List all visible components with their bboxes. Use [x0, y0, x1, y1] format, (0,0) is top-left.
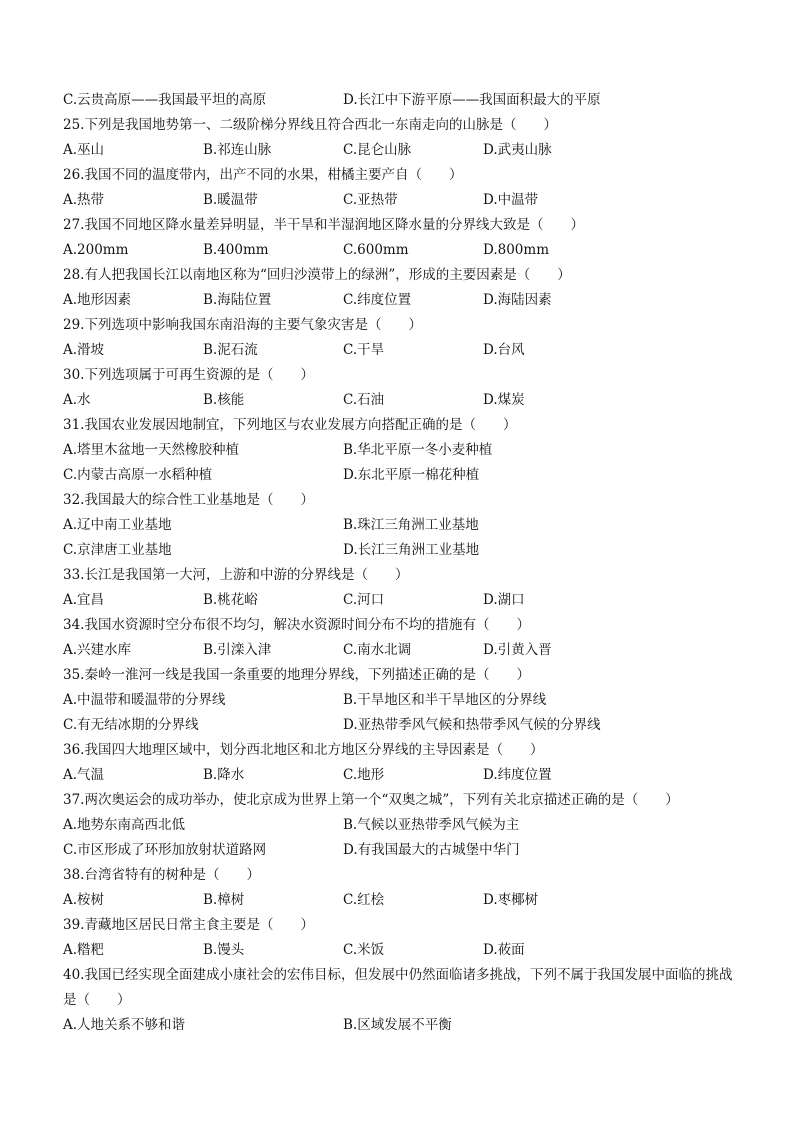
- option-a-choice: A.气温: [63, 767, 105, 783]
- options-row: [63, 513, 743, 538]
- question-text: 33.长江是我国第一大河，上游和中游的分界线是（ ）: [63, 567, 409, 583]
- options-row: [63, 763, 743, 788]
- options-row: [63, 388, 743, 413]
- option-b-choice: B.珠江三角洲工业基地: [343, 517, 479, 533]
- question-text: 26.我国不同的温度带内，出产不同的水果，柑橘主要产自（ ）: [63, 167, 463, 183]
- option-c-choice: C.河口: [343, 592, 385, 608]
- option-b-choice: B.气候以亚热带季风气候为主: [343, 817, 520, 833]
- option-b-choice: B.海陆位置: [203, 292, 272, 308]
- question-text: 27.我国不同地区降水量差异明显，半干旱和半湿润地区降水量的分界线大致是（ ）: [63, 217, 584, 233]
- question-text: 31.我国农业发展因地制宜，下列地区与农业发展方向搭配正确的是（ ）: [63, 417, 517, 433]
- options-row: [63, 838, 743, 863]
- options-row: [63, 688, 743, 713]
- option-c-choice: C.亚热带: [343, 192, 398, 208]
- option-a-choice: C.京津唐工业基地: [63, 542, 172, 558]
- option-a-choice: A.巫山: [63, 142, 105, 158]
- options-row: [63, 938, 743, 963]
- question-text: 25.下列是我国地势第一、二级阶梯分界线且符合西北一东南走向的山脉是（ ）: [63, 117, 557, 133]
- option-d-choice: D.武夷山脉: [483, 142, 552, 158]
- options-row: [63, 463, 743, 488]
- option-c-choice: C.昆仑山脉: [343, 142, 412, 158]
- option-d-choice: D.海陆因素: [483, 292, 552, 308]
- options-row: [63, 638, 743, 663]
- options-row: [63, 338, 743, 363]
- question-text: 34.我国水资源时空分布很不均匀，解决水资源时间分布不均的措施有（ ）: [63, 617, 530, 633]
- question-text: 30.下列选项属于可再生资源的是（ ）: [63, 367, 314, 383]
- question-text: 39.青藏地区居民日常主食主要是（ ）: [63, 917, 314, 933]
- option-b-choice: D.亚热带季风气候和热带季风气候的分界线: [343, 717, 601, 733]
- option-b-choice: B.区域发展不平衡: [343, 1017, 452, 1033]
- option-b-choice: B.暖温带: [203, 192, 258, 208]
- option-d-choice: D.湖口: [483, 592, 525, 608]
- options-row: [63, 713, 743, 738]
- option-c-choice: C.600mm: [343, 242, 409, 258]
- option-b-choice: B.祁连山脉: [203, 142, 272, 158]
- option-d-choice: D.引黄入晋: [483, 642, 552, 658]
- option-a-choice: A.辽中南工业基地: [63, 517, 172, 533]
- option-a-choice: A.宜昌: [63, 592, 105, 608]
- options-row: [63, 238, 743, 263]
- option-d-choice: D.煤炭: [483, 392, 525, 408]
- option-b-choice: B.降水: [203, 767, 245, 783]
- option-d-choice: D.中温带: [483, 192, 539, 208]
- question-text: 29.下列选项中影响我国东南沿海的主要气象灾害是（ ）: [63, 317, 422, 333]
- option-b-choice: D.长江三角洲工业基地: [343, 542, 480, 558]
- option-b-choice: B.核能: [203, 392, 245, 408]
- question-text: 28.有人把我国长江以南地区称为“回归沙漠带上的绿洲”，形成的主要因素是（ ）: [63, 267, 571, 283]
- option-b-choice: B.樟树: [203, 892, 245, 908]
- option-b-choice: B.华北平原一冬小麦种植: [343, 442, 493, 458]
- option-c-choice: C.米饭: [343, 942, 385, 958]
- option-b-choice: D.有我国最大的古城堡中华门: [343, 842, 520, 858]
- options-row: [63, 813, 743, 838]
- exam-page: [63, 88, 743, 1038]
- option-b-choice: B.馒头: [203, 942, 245, 958]
- options-row: [63, 138, 743, 163]
- option-a-choice: A.地形因素: [63, 292, 132, 308]
- option-a-choice: C.内蒙古高原一水稻种植: [63, 467, 213, 483]
- question-text: 32.我国最大的综合性工业基地是（ ）: [63, 492, 314, 508]
- question-text: 40.我国已经实现全面建成小康社会的宏伟目标，但发展中仍然面临诸多挑战，下列不属于我国发展中面临的挑战是（ ）: [63, 967, 733, 1008]
- option-c-choice: C.南水北调: [343, 642, 412, 658]
- option-b-choice: D.东北平原一棉花种植: [343, 467, 480, 483]
- option-c-choice: C.纬度位置: [343, 292, 412, 308]
- question-text: 37.两次奥运会的成功举办，使北京成为世界上第一个“双奥之城”，下列有关北京描述正确的是（ ）: [63, 792, 679, 808]
- option-b-choice: D.长江中下游平原——我国面积最大的平原: [343, 92, 601, 108]
- options-row: [63, 888, 743, 913]
- options-row: [63, 538, 743, 563]
- option-c-choice: C.红桧: [343, 892, 385, 908]
- options-row: [63, 438, 743, 463]
- option-a-choice: A.中温带和暖温带的分界线: [63, 692, 226, 708]
- option-a-choice: A.糌粑: [63, 942, 105, 958]
- options-row: [63, 1013, 743, 1038]
- options-row: [63, 588, 743, 613]
- options-row: [63, 88, 743, 113]
- option-a-choice: A.人地关系不够和谐: [63, 1017, 186, 1033]
- option-c-choice: C.地形: [343, 767, 385, 783]
- option-c-choice: C.干旱: [343, 342, 385, 358]
- option-a-choice: A.热带: [63, 192, 105, 208]
- option-a-choice: C.市区形成了环形加放射状道路网: [63, 842, 267, 858]
- option-a-choice: A.地势东南高西北低: [63, 817, 186, 833]
- option-a-choice: A.桉树: [63, 892, 105, 908]
- option-c-choice: C.石油: [343, 392, 385, 408]
- option-a-choice: A.滑坡: [63, 342, 105, 358]
- option-a-choice: C.有无结冰期的分界线: [63, 717, 199, 733]
- option-a-choice: A.200mm: [63, 242, 129, 258]
- question-text: 38.台湾省特有的树种是（ ）: [63, 867, 260, 883]
- option-a-choice: A.兴建水库: [63, 642, 132, 658]
- question-text: 36.我国四大地理区域中，划分西北地区和北方地区分界线的主导因素是（ ）: [63, 742, 544, 758]
- option-b-choice: B.桃花峪: [203, 592, 258, 608]
- option-a-choice: A.水: [63, 392, 91, 408]
- option-b-choice: B.泥石流: [203, 342, 258, 358]
- option-d-choice: D.纬度位置: [483, 767, 552, 783]
- option-d-choice: D.莜面: [483, 942, 525, 958]
- option-a-choice: A.塔里木盆地一天然橡胶种植: [63, 442, 240, 458]
- option-d-choice: D.800mm: [483, 242, 550, 258]
- option-b-choice: B.干旱地区和半干旱地区的分界线: [343, 692, 547, 708]
- options-row: [63, 288, 743, 313]
- option-b-choice: B.400mm: [203, 242, 269, 258]
- option-d-choice: D.台风: [483, 342, 525, 358]
- option-a-choice: C.云贵高原——我国最平坦的高原: [63, 92, 267, 108]
- option-d-choice: D.枣椰树: [483, 892, 539, 908]
- option-b-choice: B.引滦入津: [203, 642, 272, 658]
- options-row: [63, 188, 743, 213]
- question-text: 35.秦岭一淮河一线是我国一条重要的地理分界线，下列描述正确的是（ ）: [63, 667, 530, 683]
